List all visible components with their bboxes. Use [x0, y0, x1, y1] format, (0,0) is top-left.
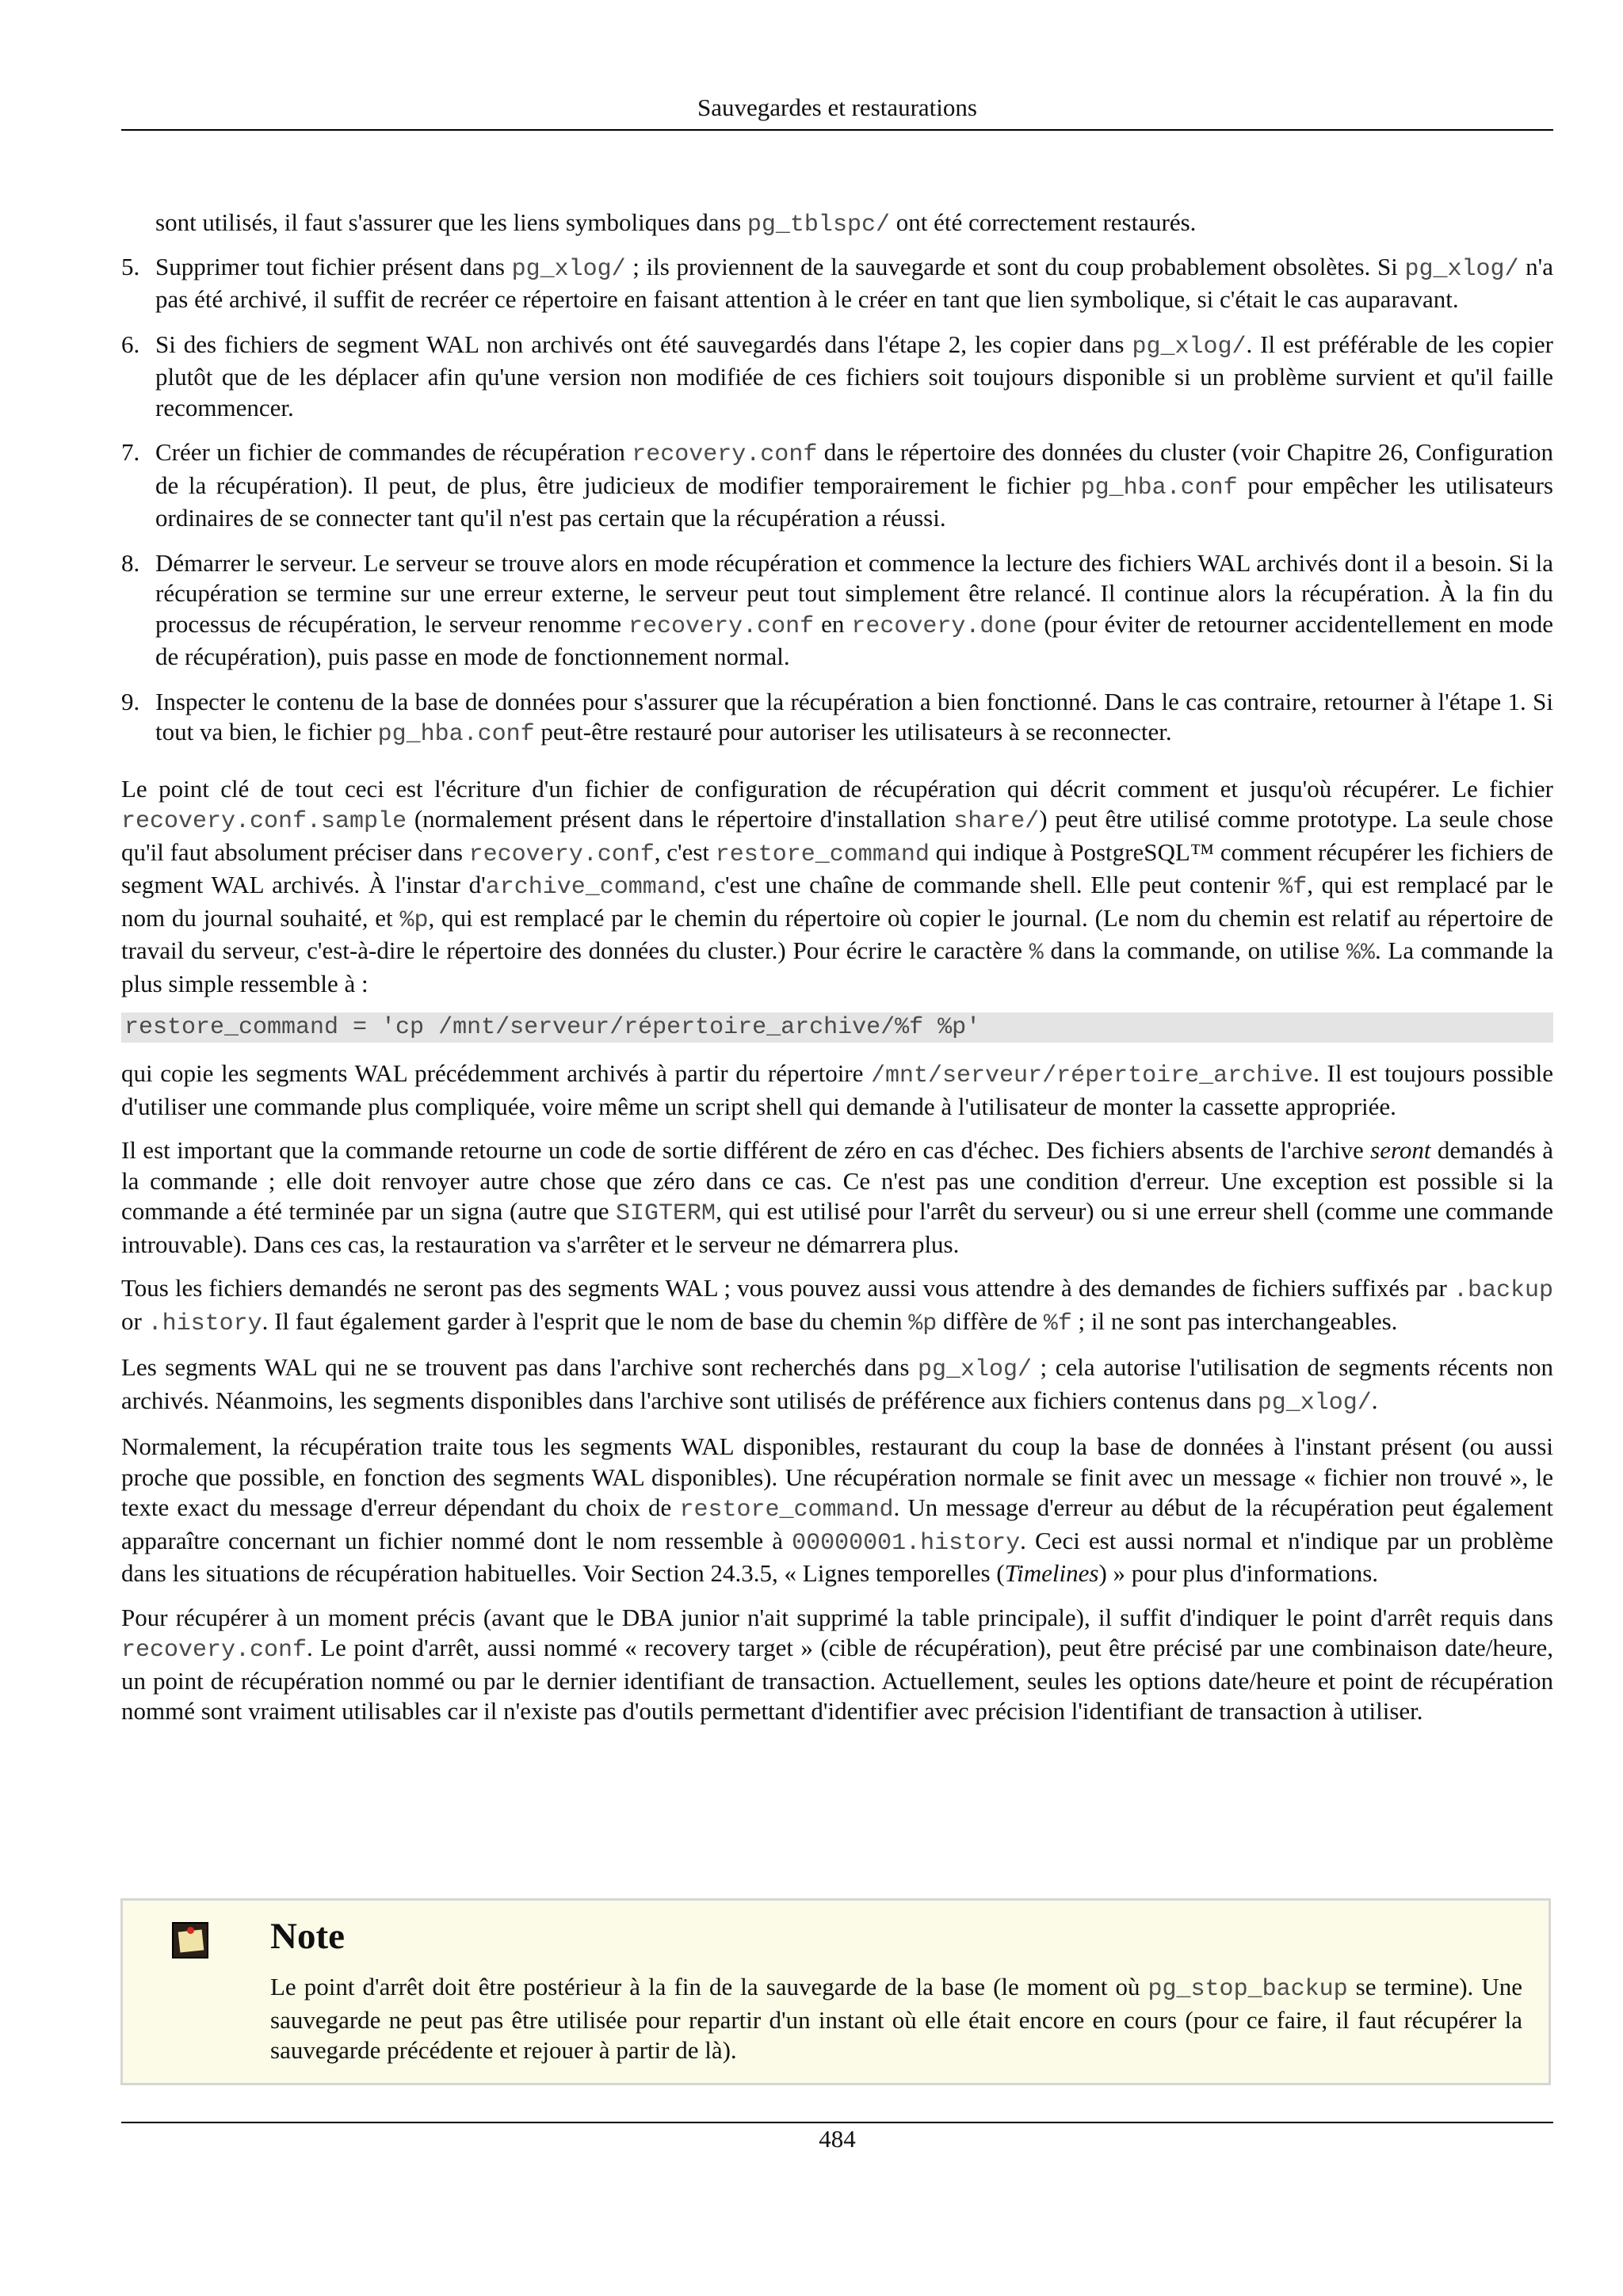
paragraph-wal-segments: Les segments WAL qui ne se trouvent pas dans l'archive sont recherchés dans pg_xlog/ ; cela autorise l'utilisation de segments récents non archivés. Néanmoins, les segments disponibles dans l'archive sont utilisés de préférence aux fichiers contenus dans pg_xlog/. — [121, 1353, 1553, 1417]
path-pg-xlog: pg_xlog/ — [511, 255, 626, 283]
path-pg-tblspc: pg_tblspc/ — [747, 212, 890, 238]
paragraph-exit-code: Il est important que la commande retourne un code de sortie différent de zéro en cas d'échec. Des fichiers absents de l'archive seront demandés à la commande ; elle doit renvoyer autre chose que zéro dans ce cas. Ce n'est pas une condition d'erreur. Une exception est possible si la commande a été terminée par un signa (autre que SIGTERM, qui est utilisé pour l'arrêt du serveur) ou si une erreur shell (comme une commande introuvable). Dans ces cas, la restauration va s'arrêter et le serveur ne démarrera plus. — [121, 1136, 1554, 1258]
note-title: Note — [270, 1916, 345, 1957]
filename-pg-hba-conf: pg_hba.conf — [1080, 474, 1238, 502]
emphasis: seront — [1370, 1136, 1431, 1164]
path-pg-xlog: pg_xlog/ — [1132, 333, 1247, 360]
step-number: 5. — [121, 252, 140, 280]
path-pg-xlog: pg_xlog/ — [1404, 255, 1519, 283]
paragraph-recovery-config: Le point clé de tout ceci est l'écriture d'un fichier de configuration de récupération qui décrit comment et jusqu'où récupérer. Le fichier recovery.conf.sample (normalement présent dans le répertoire d'installation share/) peut être utilisé comme prototype. La seule chose qu'il faut absolument préciser dans recovery.conf, c'est restore_command qui indique à PostgreSQL™ comment récupérer les fichiers de segment WAL archivés. À l'instar d'archive_command, c'est une chaîne de commande shell. Elle peut contenir %f, qui est remplacé par le nom du journal souhaité, et %p, qui est remplacé par le chemin du répertoire où copier le journal. (Le nom du chemin est relatif au répertoire de travail du serveur, c'est-à-dire le répertoire des données du cluster.) Pour écrire le caractère % dans la commande, on utilise %%. La commande la plus simple ressemble à : — [121, 774, 1553, 997]
step-number: 6. — [121, 330, 140, 358]
note-icon — [172, 1922, 208, 1958]
list-item: 7. Créer un fichier de commandes de récupération recovery.conf dans le répertoire des données du cluster (voir Chapitre 26, Configuration de la récupération). Il peut, de plus, être judicieux de modifier temporairement le fichier pg_hba.conf pour empêcher les utilisateurs ordinaires de se connecter tant qu'il n'est pas certain que la récupération a réussi. — [121, 438, 1553, 532]
filename-recovery-conf: recovery.conf — [632, 441, 818, 468]
filename-recovery-conf: recovery.conf — [628, 612, 815, 640]
recovery-steps-list — [121, 252, 1553, 750]
list-item: 9. Inspecter le contenu de la base de données pour s'assurer que la récupération a bien fonctionné. Dans le cas contraire, retourner à l'étape 1. Si tout va bien, le fichier pg_hba.conf peut-être restauré pour autoriser les utilisateurs à se reconnecter. — [121, 687, 1553, 748]
filename-recovery-done: recovery.done — [851, 612, 1037, 640]
paragraph-requested-files: Tous les fichiers demandés ne seront pas des segments WAL ; vous pouvez aussi vous attendre à des demandes de fichiers suffixés par .backup or .history. Il faut également garder à l'esprit que le nom de base du chemin %p diffère de %f ; il ne sont pas interchangeables. — [121, 1274, 1553, 1337]
step-number: 8. — [121, 548, 140, 577]
running-header: Sauvegardes et restaurations — [697, 93, 977, 121]
filename-pg-hba-conf: pg_hba.conf — [377, 721, 535, 748]
list-item: 6. Si des fichiers de segment WAL non archivés ont été sauvegardés dans l'étape 2, les copier dans pg_xlog/. Il est préférable de les copier plutôt que de les déplacer afin qu'une version non modifiée de ces fichiers soit toujours disponible si un problème survient et qu'il faille recommencer. — [121, 330, 1553, 421]
code-block: restore_command = 'cp /mnt/serveur/répertoire_archive/%f %p' — [121, 1013, 1553, 1043]
step-number: 9. — [121, 687, 140, 715]
paragraph-archive-directory: qui copie les segments WAL précédemment archivés à partir du répertoire /mnt/serveur/répertoire_archive. Il est toujours possible d'utiliser une commande plus compliquée, voire même un script shell qui demande à l'utilisateur de monter la cassette appropriée. — [121, 1059, 1553, 1120]
footer-rule — [121, 2122, 1553, 2123]
paragraph-normal-recovery: Normalement, la récupération traite tous les segments WAL disponibles, restaurant du coup la base de données à l'instant présent (ou aussi proche que possible, en fonction des segments WAL disponibles). Une récupération normale se finit avec un message « fichier non trouvé », le texte exact du message d'erreur dépendant du choix de restore_command. Un message d'erreur au début de la récupération peut également apparaître concernant un fichier nommé dont le nom ressemble à 00000001.history. Ceci est aussi normal et n'indique par un problème dans les situations de récupération habituelles. Voir Section 24.3.5, « Lignes temporelles (Timelines) » pour plus d'informations. — [121, 1432, 1554, 1587]
main-content — [121, 208, 1553, 1741]
step-number: 7. — [121, 438, 140, 466]
header-rule — [121, 129, 1553, 131]
list-item: 8. Démarrer le serveur. Le serveur se trouve alors en mode récupération et commence la lecture des fichiers WAL archivés dont il a besoin. Si la récupération se termine sur une erreur externe, le serveur peut tout simplement être relancé. Il continue alors la récupération. À la fin du processus de récupération, le serveur renomme recovery.conf en recovery.done (pour éviter de retourner accidentellement en mode de récupération), puis passe en mode de fonctionnement normal. — [121, 548, 1553, 670]
note-box — [120, 1898, 1551, 2085]
emphasis: Timelines — [1004, 1559, 1099, 1587]
list-continuation: sont utilisés, il faut s'assurer que les liens symboliques dans pg_tblspc/ ont été correctement restaurés. — [155, 208, 1197, 238]
page-number: 484 — [819, 2125, 856, 2153]
paragraph-point-in-time: Pour récupérer à un moment précis (avant que le DBA junior n'ait supprimé la table principale), il suffit d'indiquer le point d'arrêt requis dans recovery.conf. Le point d'arrêt, aussi nommé « recovery target » (cible de récupération), peut être précisé par une combinaison date/heure, un point de récupération nommé ou par le dernier identifiant de transaction. Actuellement, seules les options date/heure et point de récupération nommé sont vraiment utilisables car il n'existe pas d'outils permettant d'identifier avec précision l'identifiant de transaction à utiliser. — [121, 1603, 1553, 1725]
note-text: Le point d'arrêt doit être postérieur à la fin de la sauvegarde de la base (le moment où pg_stop_backup se termine). Une sauvegarde ne peut pas être utilisée pour repartir d'un instant où elle était encore en cours (pour ce faire, il faut récupérer la sauvegarde précédente et rejouer à partir de là). — [270, 1973, 1522, 2064]
list-item: 5. Supprimer tout fichier présent dans pg_xlog/ ; ils proviennent de la sauvegarde et sont du coup probablement obsolètes. Si pg_xlog/ n'a pas été archivé, il suffit de recréer ce répertoire en faisant attention à le créer en tant que lien symbolique, si c'était le cas auparavant. — [121, 252, 1553, 313]
